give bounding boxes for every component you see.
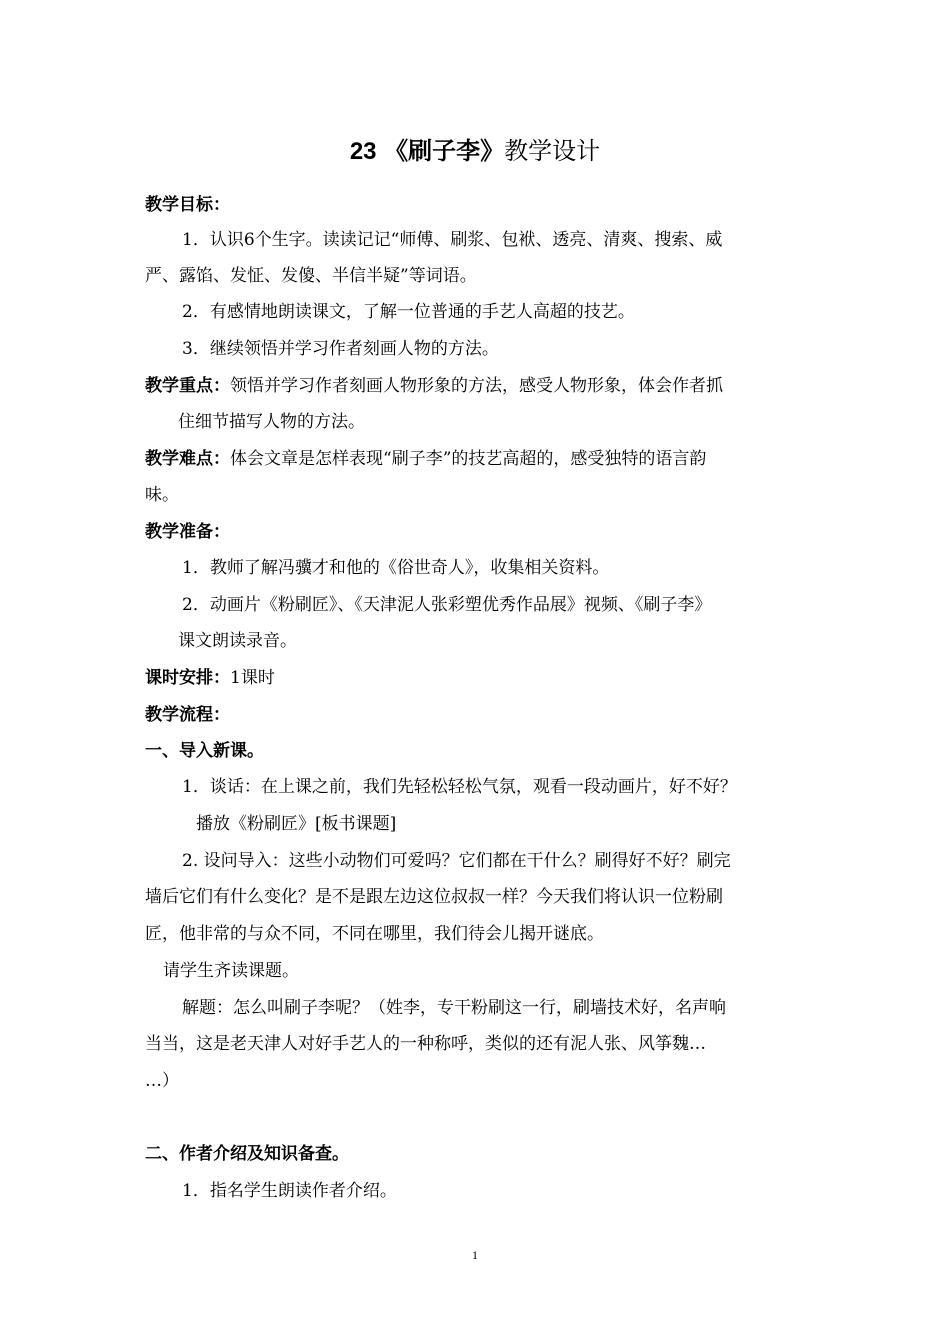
goals-item-2: 2．有感情地朗读课文，了解一位普通的手艺人高超的技艺。	[182, 302, 635, 322]
schedule	[145, 665, 275, 691]
section-1-p1-line-2: 播放《粉刷匠》[板书课题]	[196, 814, 397, 834]
schedule-label: 课时安排：	[145, 668, 230, 688]
process-heading: 教学流程：	[145, 705, 230, 725]
preparation-item-2-line-2: 课文朗读录音。	[178, 631, 297, 651]
difficulties	[145, 446, 706, 472]
section-1-p3: 请学生齐读课题。	[163, 961, 299, 981]
section-1-p4-line-3: …）	[145, 1071, 179, 1091]
section-1-p4-line-2: 当当，这是老天津人对好手艺人的一种称呼，类似的还有泥人张、风筝魏…	[145, 1034, 706, 1054]
preparation-item-2-line-1: 2．动画片《粉刷匠》、《天津泥人张彩塑优秀作品展》视频、《刷子李》	[182, 595, 712, 615]
lesson-number: 23	[349, 138, 377, 165]
lesson-book-title: 《刷子李》	[384, 136, 505, 165]
section-1-heading: 一、导入新课。	[145, 741, 264, 761]
section-2-p1: 1．指名学生朗读作者介绍。	[182, 1181, 397, 1201]
key-points-line-2: 住细节描写人物的方法。	[178, 412, 365, 432]
section-1-p2-line-2: 墙后它们有什么变化？是不是跟左边这位叔叔一样？今天我们将认识一位粉刷	[145, 887, 723, 907]
goals-heading: 教学目标：	[145, 195, 230, 215]
difficulties-label: 教学难点：	[145, 449, 230, 469]
section-1-p2-line-1: 2. 设问导入：这些小动物们可爱吗？它们都在干什么？刷得好不好？刷完	[182, 851, 731, 871]
goals-item-3: 3．继续领悟并学习作者刻画人物的方法。	[182, 339, 499, 359]
title-suffix: 教学设计	[504, 137, 601, 165]
key-points	[145, 373, 723, 399]
section-2-heading: 二、作者介绍及知识备查。	[145, 1144, 349, 1164]
goals-item-1-line-1: 1．认识6个生字。读读记记“师傅、刷浆、包袱、透亮、清爽、搜索、威	[182, 230, 723, 250]
goals-item-1-line-2: 严、露馅、发怔、发傻、半信半疑”等词语。	[145, 266, 477, 286]
document-title	[0, 134, 950, 169]
section-1-p2-line-3: 匠，他非常的与众不同，不同在哪里，我们待会儿揭开谜底。	[145, 924, 604, 944]
key-points-text: 领悟并学习作者刻画人物形象的方法，感受人物形象，体会作者抓	[230, 376, 723, 396]
difficulties-line-2: 味。	[145, 485, 179, 505]
schedule-value: 1课时	[230, 668, 275, 688]
section-1-p1-line-1: 1．谈话：在上课之前，我们先轻松轻松气氛，观看一段动画片，好不好？	[182, 777, 737, 797]
difficulties-text: 体会文章是怎样表现“刷子李”的技艺高超的，感受独特的语言韵	[230, 449, 707, 469]
preparation-item-1: 1．教师了解冯骥才和他的《俗世奇人》，收集相关资料。	[182, 558, 610, 578]
preparation-heading: 教学准备：	[145, 522, 230, 542]
page-number: 1	[472, 1248, 478, 1262]
section-1-p4-line-1: 解题：怎么叫刷子李呢？（姓李，专干粉刷这一行，刷墙技术好，名声响	[182, 998, 726, 1018]
key-points-label: 教学重点：	[145, 376, 230, 396]
